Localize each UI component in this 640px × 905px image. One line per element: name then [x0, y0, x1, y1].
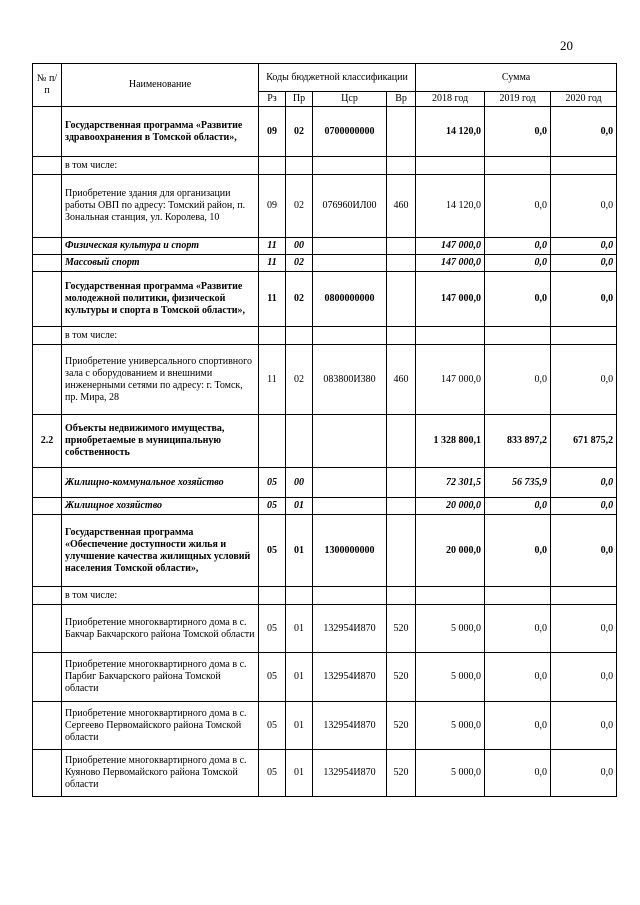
row-name: Жилищное хозяйство	[62, 498, 259, 515]
row-amount-2019: 0,0	[485, 175, 551, 238]
row-csr	[313, 415, 387, 468]
row-pr: 00	[286, 238, 313, 255]
row-amount-2018	[416, 157, 485, 175]
table-row	[33, 345, 617, 415]
row-rz: 05	[259, 498, 286, 515]
row-number	[33, 605, 62, 653]
row-amount-2018: 20 000,0	[416, 498, 485, 515]
row-csr: 083800И380	[313, 345, 387, 415]
header-vr: Вр	[387, 92, 416, 107]
row-rz: 05	[259, 653, 286, 702]
row-amount-2018: 5 000,0	[416, 605, 485, 653]
row-vr	[387, 415, 416, 468]
table-row	[33, 107, 617, 157]
header-2018: 2018 год	[416, 92, 485, 107]
row-pr: 01	[286, 605, 313, 653]
row-pr: 01	[286, 750, 313, 797]
row-amount-2020	[551, 157, 617, 175]
row-number	[33, 107, 62, 157]
row-amount-2020: 0,0	[551, 255, 617, 272]
row-number	[33, 750, 62, 797]
budget-table	[32, 63, 617, 797]
row-amount-2018	[416, 587, 485, 605]
row-number	[33, 653, 62, 702]
header-name: Наименование	[62, 64, 259, 107]
row-name: Приобретение здания для организации работы ОВП по адресу: Томский район, п. Зональная станция, ул. Королева, 10	[62, 175, 259, 238]
row-amount-2020: 0,0	[551, 175, 617, 238]
row-csr	[313, 238, 387, 255]
table-row	[33, 175, 617, 238]
header-csr: Цср	[313, 92, 387, 107]
row-rz: 05	[259, 605, 286, 653]
row-rz: 09	[259, 175, 286, 238]
row-pr: 02	[286, 255, 313, 272]
row-csr: 132954И870	[313, 750, 387, 797]
row-name: Государственная программа «Развитие здравоохранения в Томской области»,	[62, 107, 259, 157]
table-row	[33, 653, 617, 702]
row-number	[33, 468, 62, 498]
row-vr	[387, 107, 416, 157]
row-pr: 01	[286, 702, 313, 750]
row-amount-2020: 0,0	[551, 468, 617, 498]
row-vr: 520	[387, 653, 416, 702]
row-amount-2019: 0,0	[485, 498, 551, 515]
row-rz: 05	[259, 750, 286, 797]
table-row	[33, 587, 617, 605]
row-amount-2020	[551, 587, 617, 605]
row-amount-2019	[485, 587, 551, 605]
header-2019: 2019 год	[485, 92, 551, 107]
row-number	[33, 498, 62, 515]
table-row	[33, 515, 617, 587]
row-amount-2020: 0,0	[551, 238, 617, 255]
row-pr: 01	[286, 653, 313, 702]
row-amount-2018: 5 000,0	[416, 702, 485, 750]
row-amount-2018: 72 301,5	[416, 468, 485, 498]
row-amount-2019: 0,0	[485, 345, 551, 415]
header-rz: Рз	[259, 92, 286, 107]
row-csr: 1300000000	[313, 515, 387, 587]
row-name: Жилищно-коммунальное хозяйство	[62, 468, 259, 498]
row-name: Приобретение многоквартирного дома в с. Сергеево Первомайского района Томской области	[62, 702, 259, 750]
row-amount-2019: 0,0	[485, 515, 551, 587]
row-number	[33, 515, 62, 587]
row-name: Физическая культура и спорт	[62, 238, 259, 255]
row-vr	[387, 272, 416, 327]
row-amount-2018: 147 000,0	[416, 238, 485, 255]
row-amount-2019: 0,0	[485, 605, 551, 653]
row-amount-2019: 0,0	[485, 653, 551, 702]
row-pr: 02	[286, 107, 313, 157]
row-name: в том числе:	[62, 157, 259, 175]
row-rz: 11	[259, 345, 286, 415]
row-vr	[387, 238, 416, 255]
row-amount-2018: 1 328 800,1	[416, 415, 485, 468]
row-csr	[313, 157, 387, 175]
row-csr: 0700000000	[313, 107, 387, 157]
row-name: Приобретение многоквартирного дома в с. Бакчар Бакчарского района Томской области	[62, 605, 259, 653]
row-amount-2018: 14 120,0	[416, 175, 485, 238]
row-amount-2018	[416, 327, 485, 345]
row-amount-2019: 0,0	[485, 272, 551, 327]
header-2020: 2020 год	[551, 92, 617, 107]
row-name: Государственная программа «Обеспечение доступности жилья и улучшение качества жилищных условий населения Томской области»,	[62, 515, 259, 587]
row-rz: 05	[259, 515, 286, 587]
row-vr: 520	[387, 605, 416, 653]
row-vr: 460	[387, 175, 416, 238]
row-amount-2020	[551, 327, 617, 345]
row-rz: 09	[259, 107, 286, 157]
row-name: в том числе:	[62, 587, 259, 605]
row-pr: 01	[286, 498, 313, 515]
page-number: 20	[560, 38, 573, 53]
row-pr	[286, 157, 313, 175]
row-pr: 02	[286, 175, 313, 238]
row-csr	[313, 587, 387, 605]
row-vr: 520	[387, 750, 416, 797]
row-vr	[387, 498, 416, 515]
row-amount-2018: 5 000,0	[416, 653, 485, 702]
table-row	[33, 750, 617, 797]
row-number	[33, 345, 62, 415]
row-number	[33, 327, 62, 345]
row-amount-2020: 0,0	[551, 653, 617, 702]
row-name: Приобретение многоквартирного дома в с. Куяново Первомайского района Томской области	[62, 750, 259, 797]
row-number	[33, 175, 62, 238]
table-row	[33, 605, 617, 653]
row-rz	[259, 157, 286, 175]
row-amount-2018: 147 000,0	[416, 345, 485, 415]
row-csr	[313, 255, 387, 272]
row-amount-2020: 0,0	[551, 702, 617, 750]
table-row	[33, 238, 617, 255]
row-amount-2019	[485, 157, 551, 175]
header-num: № п/п	[33, 64, 62, 107]
row-pr: 02	[286, 345, 313, 415]
row-number	[33, 238, 62, 255]
table-row	[33, 702, 617, 750]
row-amount-2020: 0,0	[551, 750, 617, 797]
header-sum: Сумма	[416, 64, 617, 92]
row-amount-2019: 0,0	[485, 255, 551, 272]
row-vr: 460	[387, 345, 416, 415]
row-amount-2019: 0,0	[485, 750, 551, 797]
row-vr	[387, 587, 416, 605]
row-amount-2018: 147 000,0	[416, 272, 485, 327]
row-rz: 05	[259, 468, 286, 498]
row-vr	[387, 327, 416, 345]
row-rz	[259, 327, 286, 345]
table-row	[33, 415, 617, 468]
row-csr	[313, 327, 387, 345]
row-number	[33, 702, 62, 750]
row-amount-2019	[485, 327, 551, 345]
row-amount-2020: 0,0	[551, 272, 617, 327]
row-number	[33, 255, 62, 272]
table-row	[33, 255, 617, 272]
row-vr: 520	[387, 702, 416, 750]
row-pr: 02	[286, 272, 313, 327]
row-csr: 0800000000	[313, 272, 387, 327]
row-name: в том числе:	[62, 327, 259, 345]
row-number	[33, 272, 62, 327]
row-pr: 00	[286, 468, 313, 498]
row-name: Государственная программа «Развитие молодежной политики, физической культуры и спорта в Томской области»,	[62, 272, 259, 327]
row-amount-2020: 0,0	[551, 498, 617, 515]
row-amount-2018: 14 120,0	[416, 107, 485, 157]
row-pr: 01	[286, 515, 313, 587]
row-rz: 05	[259, 702, 286, 750]
row-pr	[286, 415, 313, 468]
row-name: Приобретение многоквартирного дома в с. Парбиг Бакчарского района Томской области	[62, 653, 259, 702]
row-amount-2020: 0,0	[551, 107, 617, 157]
row-csr	[313, 498, 387, 515]
row-amount-2019: 833 897,2	[485, 415, 551, 468]
row-rz	[259, 415, 286, 468]
row-name: Объекты недвижимого имущества, приобретаемые в муниципальную собственность	[62, 415, 259, 468]
table-row	[33, 157, 617, 175]
row-amount-2019: 56 735,9	[485, 468, 551, 498]
row-number	[33, 157, 62, 175]
row-vr	[387, 468, 416, 498]
table-row	[33, 272, 617, 327]
row-amount-2019: 0,0	[485, 702, 551, 750]
row-csr: 132954И870	[313, 653, 387, 702]
row-rz: 11	[259, 255, 286, 272]
header-codes: Коды бюджетной классификации	[259, 64, 416, 92]
row-amount-2019: 0,0	[485, 238, 551, 255]
row-amount-2018: 5 000,0	[416, 750, 485, 797]
row-pr	[286, 327, 313, 345]
row-rz: 11	[259, 238, 286, 255]
row-number	[33, 587, 62, 605]
row-vr	[387, 515, 416, 587]
row-rz	[259, 587, 286, 605]
row-vr	[387, 157, 416, 175]
table-row	[33, 327, 617, 345]
table-row	[33, 468, 617, 498]
row-amount-2020: 0,0	[551, 345, 617, 415]
row-amount-2018: 147 000,0	[416, 255, 485, 272]
row-name: Массовый спорт	[62, 255, 259, 272]
row-amount-2020: 0,0	[551, 515, 617, 587]
row-csr	[313, 468, 387, 498]
row-name: Приобретение универсального спортивного зала с оборудованием и внешними инженерными сетями по адресу: г. Томск, пр. Мира, 28	[62, 345, 259, 415]
row-number: 2.2	[33, 415, 62, 468]
row-pr	[286, 587, 313, 605]
row-rz: 11	[259, 272, 286, 327]
row-amount-2018: 20 000,0	[416, 515, 485, 587]
row-csr: 132954И870	[313, 605, 387, 653]
row-amount-2020: 671 875,2	[551, 415, 617, 468]
row-csr: 132954И870	[313, 702, 387, 750]
table-row	[33, 498, 617, 515]
row-vr	[387, 255, 416, 272]
row-csr: 076960ИЛ00	[313, 175, 387, 238]
row-amount-2019: 0,0	[485, 107, 551, 157]
row-amount-2020: 0,0	[551, 605, 617, 653]
header-pr: Пр	[286, 92, 313, 107]
